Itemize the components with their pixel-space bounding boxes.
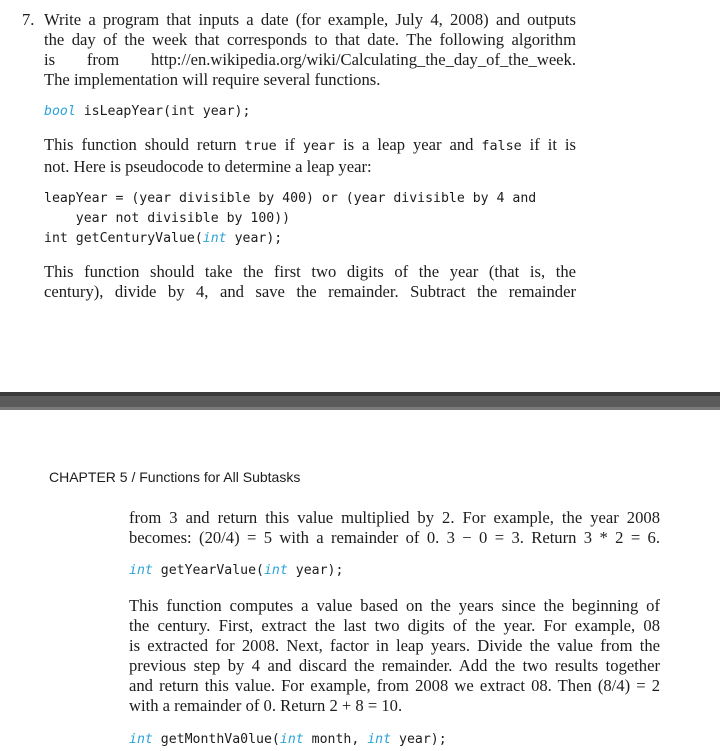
get-century-value-description [44,262,576,302]
code-text: getYearValue( [152,563,264,578]
text-line: not. Here is pseudocode to determine a leap year: [44,157,372,176]
exercise-intro [44,10,576,90]
code-text: int getCenturyValue( [44,231,203,246]
text-line: from 3 and return this value multiplied by 2. For example, the year 2008 [129,508,660,527]
code-text: year); [287,563,344,578]
text-fragment: if it is [521,135,576,154]
get-century-value-signature [44,231,282,246]
exercise-number: 7. [22,10,35,29]
text-line: Write a program that inputs a date (for example, July 4, 2008) and outputs [44,10,576,29]
text-line: the day of the week that corresponds to that date. The following algorithm [44,30,576,49]
text-line: is extracted for 2008. Next, factor in leap years. Divide the value from the [129,636,660,655]
text-line: This function computes a value based on the years since the beginning of [129,596,660,615]
is-leap-year-signature [44,102,250,122]
pseudocode-block [44,189,536,249]
code-keyword: int [129,732,153,747]
is-leap-year-description [44,135,576,177]
text-fragment: is a leap year and [335,135,482,154]
text-line: becomes: (20/4) = 5 with a remainder of 0. 3 − 0 = 3. Return 3 * 2 = 6. [129,528,660,547]
text-line: the century. First, extract the last two digits of the year. For example, 08 [129,616,660,635]
get-month-value-signature [129,730,447,750]
century-continuation [129,508,660,548]
text-fragment: if [276,135,303,154]
get-year-value-signature [129,561,343,581]
code-line: year not divisible by 100)) [44,211,291,226]
code-keyword: int [202,231,227,246]
text-fragment: This function should return [44,135,245,154]
text-line: previous step by 4 and discard the remainder. Add the two results together [129,656,660,675]
code-text: year); [391,732,447,747]
chapter-header: CHAPTER 5 / Functions for All Subtasks [49,469,301,485]
code-text: month, [303,732,368,747]
text-line: and return this value. For example, from 2008 we extract 08. Then (8/4) = 2 [129,676,660,695]
code-keyword: int [367,732,392,747]
code-keyword: bool [44,104,76,119]
code-text: year); [226,231,283,246]
code-keyword: int [279,732,304,747]
code-keyword: int [263,563,288,578]
code-text: getMonthVa0lue( [152,732,280,747]
get-year-value-description [129,596,660,716]
page-gap [0,392,720,410]
text-line [44,135,576,157]
code-keyword: int [129,563,153,578]
code-text: isLeapYear(int year); [75,104,251,119]
text-line: with a remainder of 0. Return 2 + 8 = 10. [129,696,403,715]
text-line: century), divide by 4, and save the remainder. Subtract the remainder [44,282,576,301]
text-line: The implementation will require several functions. [44,70,381,89]
inline-code-year: year [302,139,336,154]
text-line: This function should take the first two digits of the year (that is, the [44,262,576,281]
inline-code-true: true [244,139,277,154]
text-line: is from http://en.wikipedia.org/wiki/Calculating_the_day_of_the_week. [44,50,576,69]
code-line: leapYear = (year divisible by 400) or (year divisible by 4 and [44,191,537,206]
inline-code-false: false [481,139,522,154]
